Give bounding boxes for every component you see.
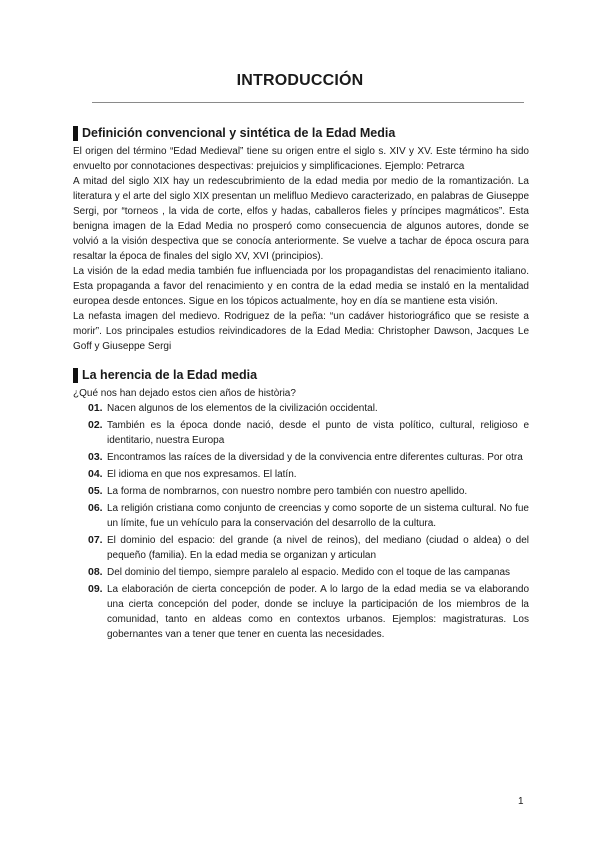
list-item	[73, 484, 529, 499]
list-item	[73, 418, 529, 448]
paragraph: A mitad del siglo XIX hay un redescubrimiento de la edad media por medio de la romantización. La literatura y el arte del siglo XIX presentan un melifluo Medievo caracterizado, en palabras de Giuseppe Sergi, por “torneos , la vida de corte, elfos y hadas, caballeros fieles y príncipes magmáticos”. Esta benigna imagen de la Edad Media no prosperó como consecuencia de algunos autores, donde se volvió a la visión despectiva que se conocía anteriormente. Se vuelve a tachar de época oscura para resaltar la época de finales del siglo XV, XVI (principios).	[73, 176, 529, 262]
paragraph: El origen del término “Edad Medieval” tiene su origen entre el siglo s. XIV y XV. Este término ha sido envuelto por connotaciones despectivas: prejuicios y simplificaciones. Ejemplo: Petrarca	[73, 146, 529, 172]
list-number: 03.	[88, 451, 103, 463]
title-divider	[92, 102, 524, 103]
list-number: 02.	[88, 419, 103, 431]
list-text: El dominio del espacio: del grande (a nivel de reinos), del mediano (ciudad o aldea) o del pequeño (familia). En la edad media se organizan y articulan	[107, 535, 529, 561]
heritage-list	[73, 401, 529, 642]
paragraph: La visión de la edad media también fue influenciada por los propagandistas del renacimiento italiano. Esta propaganda a favor del renacimiento y en contra de la edad media se instaló en la mentalidad europea desde entonces. Sigue en los tópicos actualmente, hoy en día se mantiene esta visión.	[73, 266, 529, 307]
list-item	[73, 501, 529, 531]
list-number: 07.	[88, 534, 103, 546]
list-item	[73, 582, 529, 642]
list-text: La forma de nombrarnos, con nuestro nombre pero también con nuestro apellido.	[107, 486, 468, 497]
section-heading	[73, 125, 529, 141]
list-item	[73, 533, 529, 563]
list-text: Encontramos las raíces de la diversidad y de la convivencia entre diferentes culturas. Por otra	[107, 452, 523, 463]
section-herencia	[73, 367, 529, 642]
page-number: 1	[518, 796, 524, 807]
list-number: 08.	[88, 566, 103, 578]
list-text: Nacen algunos de los elementos de la civilización occidental.	[107, 403, 378, 414]
list-text: La religión cristiana como conjunto de creencias y como soporte de un sistema cultural. No fue un límite, fue un vehículo para la conservación del desarrollo de la cultura.	[107, 503, 529, 529]
list-text: La elaboración de cierta concepción de poder. A lo largo de la edad media se va elaborando una cierta concepción del poder, donde se incluye la participación de los miembros de la comunidad, tanto en aldeas como en contextos urbanos. Ejemplos: magistraturas. Los gobernantes van a tener que tener en cuenta las necesidades.	[107, 584, 529, 640]
list-item	[73, 565, 529, 580]
section-heading	[73, 367, 529, 383]
list-number: 06.	[88, 502, 103, 514]
list-text: Del dominio del tiempo, siempre paralelo al espacio. Medido con el toque de las campanas	[107, 567, 511, 578]
section-heading-text: La herencia de la Edad media	[82, 368, 258, 382]
list-number: 09.	[88, 583, 103, 595]
section-heading-text: Definición convencional y sintética de la Edad Media	[82, 126, 396, 140]
list-item	[73, 467, 529, 482]
page-title: INTRODUCCIÓN	[236, 72, 364, 89]
document-body	[73, 125, 529, 644]
paragraph: La nefasta imagen del medievo. Rodriguez de la peña: “un cadáver historiográfico que se resiste a morir”. Los principales estudios reivindicadores de la Edad Media: Christopher Dawson, Jacques Le Goff y Giuseppe Sergi	[73, 311, 529, 352]
heading-bar-icon	[73, 368, 78, 383]
list-item	[73, 401, 529, 416]
list-number: 05.	[88, 485, 103, 497]
heading-bar-icon	[73, 126, 78, 141]
list-text: El idioma en que nos expresamos. El latín.	[107, 469, 297, 480]
section-definicion	[73, 125, 529, 354]
list-item	[73, 450, 529, 465]
list-text: También es la época donde nació, desde el punto de vista político, cultural, religioso e identitario, nuestra Europa	[107, 420, 529, 446]
list-number: 01.	[88, 402, 103, 414]
section-intro: ¿Qué nos han dejado estos cien años de història?	[73, 388, 296, 399]
list-number: 04.	[88, 468, 103, 480]
